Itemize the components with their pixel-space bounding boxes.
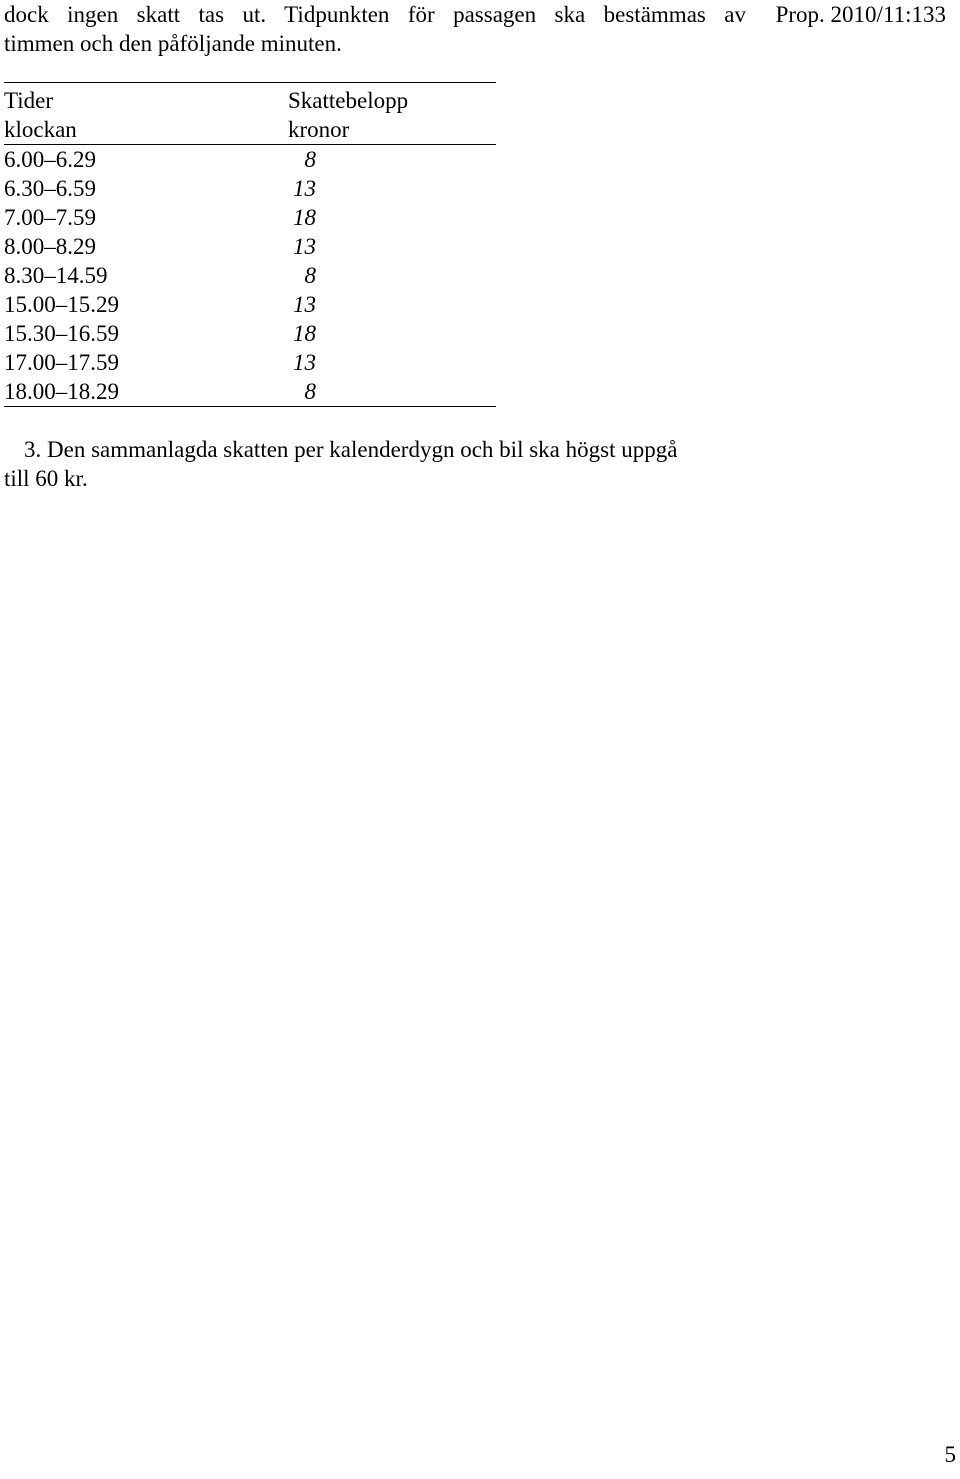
header-amount-unit: kronor	[288, 117, 350, 142]
paragraph-3	[4, 435, 754, 493]
intro-paragraph	[4, 0, 746, 58]
table-header-row	[4, 115, 496, 144]
table-row	[4, 319, 496, 348]
intro-line-1: dock ingen skatt tas ut. Tidpunkten för passagen ska bestämmas av	[4, 2, 746, 27]
table-row	[4, 377, 496, 406]
proposition-reference: Prop. 2010/11:133	[775, 2, 946, 27]
tax-table	[4, 82, 496, 407]
time-cell: 18.00–18.29	[4, 379, 119, 404]
table-row	[4, 145, 496, 174]
amount-cell: 8	[304, 263, 316, 288]
time-cell: 15.30–16.59	[4, 321, 119, 346]
paragraph-3-line-1	[4, 435, 754, 464]
time-cell: 8.30–14.59	[4, 263, 108, 288]
amount-cell: 13	[293, 292, 316, 317]
table-header-row	[4, 86, 496, 115]
amount-cell: 8	[304, 147, 316, 172]
paragraph-3-line-2: till 60 kr.	[4, 466, 88, 491]
amount-cell: 13	[293, 176, 316, 201]
time-cell: 8.00–8.29	[4, 234, 96, 259]
time-cell: 15.00–15.29	[4, 292, 119, 317]
time-cell: 6.30–6.59	[4, 176, 96, 201]
table-row	[4, 174, 496, 203]
table-body	[4, 145, 496, 406]
amount-cell: 8	[304, 379, 316, 404]
time-cell: 7.00–7.59	[4, 205, 96, 230]
table-row	[4, 348, 496, 377]
page-number: 5	[944, 1442, 956, 1467]
time-cell: 17.00–17.59	[4, 350, 119, 375]
intro-line-2: timmen och den påföljande minuten.	[4, 31, 342, 56]
paragraph-number: 3.	[24, 437, 42, 462]
amount-cell: 13	[293, 234, 316, 259]
table-header	[4, 83, 496, 145]
header-time-unit: klockan	[4, 117, 77, 142]
time-cell: 6.00–6.29	[4, 147, 96, 172]
table-row	[4, 203, 496, 232]
amount-cell: 18	[293, 205, 316, 230]
table-row	[4, 232, 496, 261]
paragraph-3-text: Den sammanlagda skatten per kalenderdygn och bil ska högst uppgå	[47, 437, 678, 462]
amount-cell: 13	[293, 350, 316, 375]
header-amount: Skattebelopp	[288, 88, 409, 113]
header-time: Tider	[4, 88, 53, 113]
table-row	[4, 261, 496, 290]
table-row	[4, 290, 496, 319]
amount-cell: 18	[293, 321, 316, 346]
